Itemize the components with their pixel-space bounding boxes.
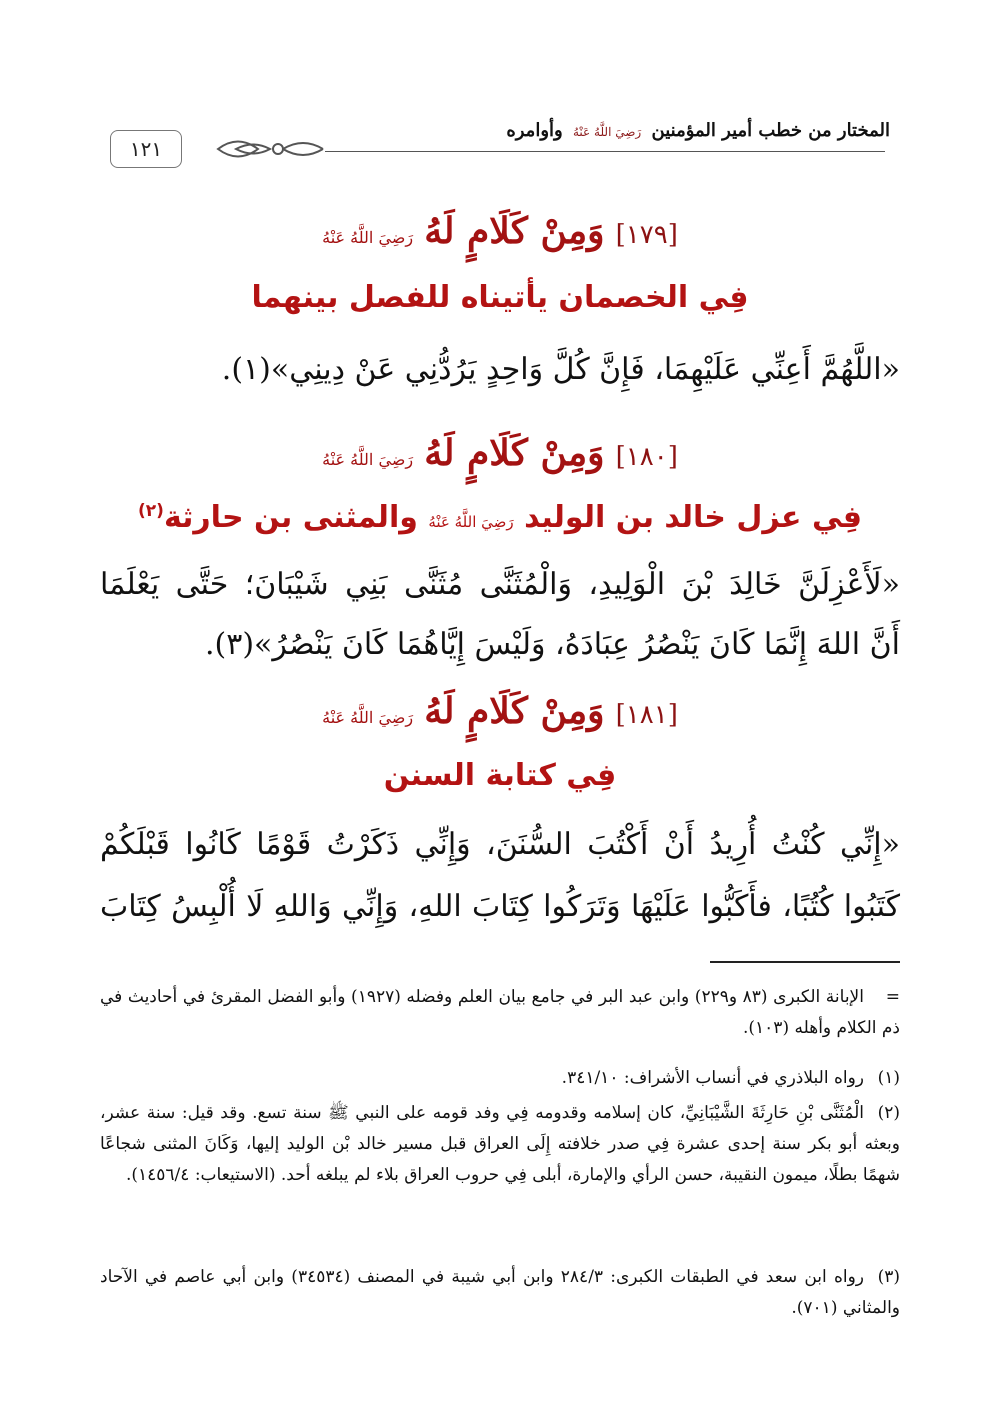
subtitle-part-a: فِي عزل خالد بن الوليد	[524, 500, 862, 535]
footnote-2	[100, 1098, 900, 1191]
body-line: «إِنِّي كُنْتُ أُرِيدُ أَنْ أَكْتُبَ السُّنَنَ، وَإِنِّي ذَكَرْتُ قَوْمًا كَانُوا قَبْلَكُمْ	[100, 827, 900, 862]
header-title-main: المختار من خطب أمير المؤمنين	[651, 120, 890, 141]
header-title	[506, 120, 890, 141]
header-title-end: وأوامره	[506, 120, 563, 141]
footnote-3	[100, 1262, 900, 1324]
section-heading-181	[100, 690, 900, 732]
section-subtitle-181: فِي كتابة السنن	[383, 758, 617, 793]
body-line: «اللَّهُمَّ أَعِنِّي عَلَيْهِمَا، فَإِنَّ كُلَّ وَاحِدٍ يَرُدُّنِي عَنْ دِينِي»(١).	[221, 352, 900, 387]
body-line: كَتَبُوا كُتُبًا، فأَكَبُّوا عَلَيْهَا وَتَرَكُوا كِتَابَ اللهِ، وَإِنِّي وَاللهِ لَا أُلْبِسُ كِتَابَ	[100, 889, 900, 924]
section-title: وَمِنْ كَلَامٍ لَهُ	[424, 690, 605, 732]
section-honor: رَضِيَ اللَّهُ عَنْهُ	[322, 228, 414, 247]
page-number: ١٢١	[110, 130, 182, 168]
section-title: وَمِنْ كَلَامٍ لَهُ	[424, 432, 605, 474]
footnote-1	[100, 1063, 900, 1094]
footnote-text: الإبانة الكبرى (٨٣ و٢٢٩) وابن عبد البر في جامع بيان العلم وفضله (١٩٢٧) وأبو الفضل المقرئ في أحاديث في ذم الكلام وأهله (١٠٣).	[100, 987, 900, 1038]
section-heading-180	[100, 432, 900, 474]
footnote-marker: (٣)	[877, 1267, 900, 1287]
section-subtitle-179: فِي الخصمان يأتيناه للفصل بينهما	[251, 280, 749, 315]
body-line: أَنَّ اللهَ إِنَّمَا كَانَ يَنْصُرُ عِبَادَهُ، وَلَيْسَ إِيَّاهُمَا كَانَ يَنْصُرُ»(٣).	[204, 627, 900, 662]
footnote-marker: (٢)	[877, 1103, 900, 1123]
subtitle-part-b: والمثنى بن حارثة	[163, 500, 418, 535]
section-honor: رَضِيَ اللَّهُ عَنْهُ	[322, 708, 414, 727]
running-header	[110, 118, 890, 178]
subtitle-honor: رَضِيَ اللَّهُ عَنْهُ	[428, 513, 514, 531]
footnote-marker: (١)	[877, 1068, 900, 1088]
section-heading-179	[100, 210, 900, 252]
footnote-continued	[100, 982, 900, 1044]
section-subtitle-180	[80, 500, 920, 535]
footnote-separator	[710, 961, 900, 963]
body-line: «لَأَعْزِلَنَّ خَالِدَ بْنَ الْوَلِيدِ، وَالْمُثَنَّى مُثَنَّى بَنِي شَيْبَانَ؛ حَتَّى يَعْلَمَا	[100, 567, 900, 602]
section-number: [١٨١]	[615, 700, 678, 730]
header-rule	[325, 151, 885, 152]
ornament-icon	[208, 132, 328, 166]
footnote-text: رواه ابن سعد في الطبقات الكبرى: ٢٨٤/٣ وابن أبي شيبة في المصنف (٣٤٥٣٤) وابن أبي عاصم في الآحاد والمثاني (٧٠١).	[100, 1267, 900, 1318]
section-honor: رَضِيَ اللَّهُ عَنْهُ	[322, 450, 414, 469]
footnote-text: رواه البلاذري في أنساب الأشراف: ٣٤١/١٠.	[561, 1068, 864, 1088]
header-honor: رَضِيَ اللَّهُ عَنْهُ	[572, 125, 642, 139]
section-title: وَمِنْ كَلَامٍ لَهُ	[424, 210, 605, 252]
section-number: [١٧٩]	[615, 220, 678, 250]
footnote-ref: (٢)	[138, 501, 164, 521]
footnote-marker: =	[885, 987, 900, 1007]
section-number: [١٨٠]	[615, 442, 678, 472]
footnote-text: الْمُثَنَّى بْنِ حَارِثَةَ الشَّيْبَانِيِّ، كان إسلامه وقدومه فِي وفد قومه على النبي ﷺ سنة تسع. وقد قيل: سنة عشر، وبعثه أبو بكر سنة إحدى عشرة فِي صدر خلافته إِلَى العراق قبل مسير خالد بْن الوليد إليها، وَكَانَ المثنى شجاعًا شهمًا بطلًا، ميمون النقيبة، حسن الرأي والإمارة، أبلى فِي حروب العراق بلاء لم يبلغه أحد. (الاستيعاب: ١٤٥٦/٤).	[100, 1103, 900, 1185]
